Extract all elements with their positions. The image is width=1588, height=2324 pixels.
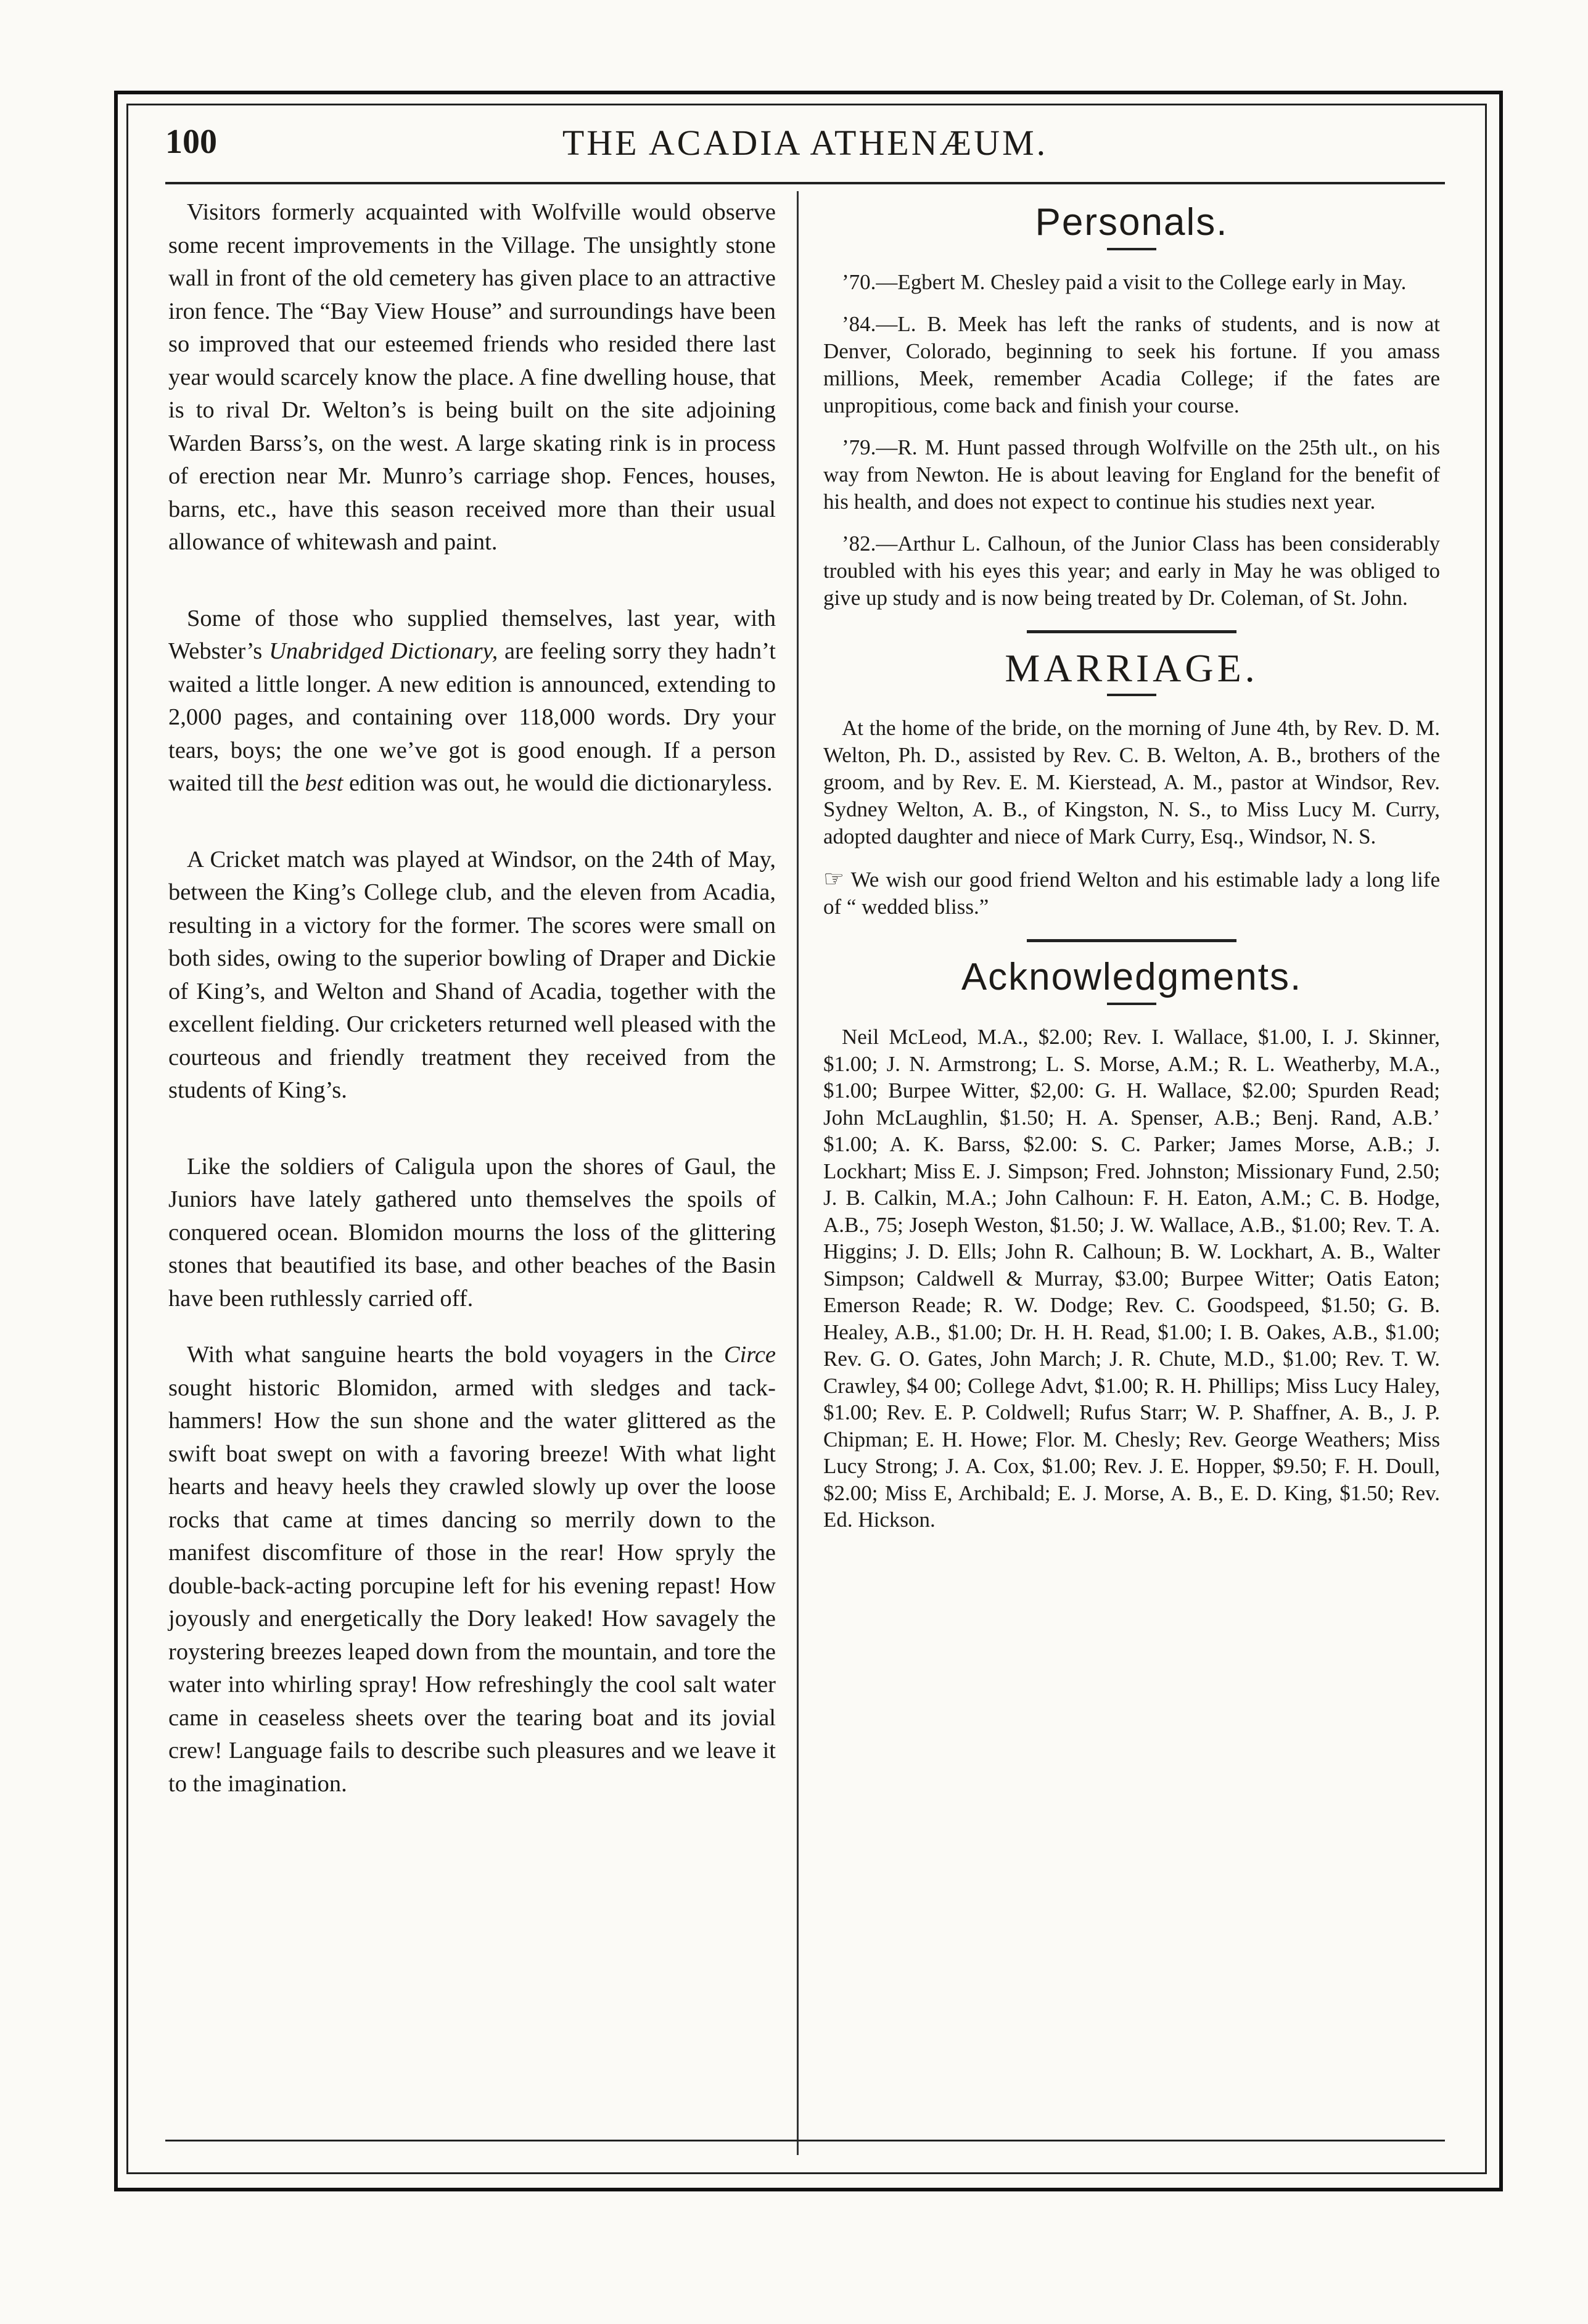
text-run: are feeling sorry they hadn’t waited a little longer. A new edition is announced, extending to 2,000 pages, and containing over 118,000 words. Dry your tears, boys; the one we’ve got is good enough. If a person waited till the [168,638,776,796]
personal-item: ’82.—Arthur L. Calhoun, of the Junior Class has been considerably troubled with his eyes this year; and early in May he was obliged to give up study and is now being treated by Dr. Coleman, of St. John. [823,532,1440,610]
text-run: sought historic Blomidon, armed with sledges and tack-hammers! How the sun shone and the water glittered as the swift boat swept on with a favoring breeze! With what light hearts and heavy heels they crawled slowly up over the loose rocks that came at times dancing so merrily down to the manifest discomfiture of those in the rear! How spryly the double-back-acting porcupine left for his evening repast! How joyously and energetically the Dory leaked! How savagely the roystering breezes leaped down from the mountain, and tore the water into whirling spray! How refreshingly the cool salt water came in ceaseless sheets over the tearing boat and its jovial crew! Language fails to describe such pleasures and we leave it to the imagination. [168,1374,776,1797]
bottom-rule [165,2140,1445,2141]
heading-rule [1107,248,1156,250]
text-run: With what sanguine hearts the bold voyagers in the [187,1342,724,1368]
personal-item: ’79.—R. M. Hunt passed through Wolfville on the 25th ult., on his way from Newton. He is about leaving for England for the benefit of his health, and does not expect to continue his studies next year. [823,435,1440,514]
personal-item: ’70.—Egbert M. Chesley paid a visit to the College early in May. [842,270,1407,294]
text-run: Some of those who supplied themselves, last year, with Webster’s [168,605,776,664]
marriage-heading: MARRIAGE. [1005,646,1259,690]
acknowledgments-list: Neil McLeod, M.A., $2.00; Rev. I. Wallace, $1.00, I. J. Skinner, $1.00; J. N. Armstrong; L. S. Morse, A.M.; R. L. Weatherby, M.A., $1.00; Burpee Witter, $2,00: G. H. Wallace, $2.00; Spurden Read; John McLaughlin, $1.50; H. A. Spenser, A.B.; Benj. Rand, A.B.’ $1.00; A. K. Barss, $2.00: S. C. Parker; James Morse, A.B.; J. Lockhart; Miss E. J. Simpson; Fred. Johnston; Missionary Fund, 2.50; J. B. Calkin, M.A.; John Calhoun: F. H. Eaton, A.M.; C. B. Hodge, A.B., 75; Joseph Weston, $1.50; J. W. Wallace, A.B., $1.00; Rev. T. A. Higgins; J. D. Ells; John R. Calhoun; B. W. Lockhart, A. B., Walter Simpson; Caldwell & Murray, $3.00; Burpee Witter; Oatis Eaton; Emerson Reade; R. W. Dodge; Rev. C. Goodspeed, $1.50; G. B. Healey, A.B., $1.00; Dr. H. H. Read, $1.00; I. B. Oakes, A.B., $1.00; Rev. G. O. Gates, John March; J. R. Chute, M.D., $1.00; Rev. T. W. Crawley, $4 00; College Advt, $1.00; R. H. Phillips; Miss Lucy Haley, $1.00; Rev. E. P. Coldwell; Rufus Starr; W. P. Shaffner, A. B., J. P. Chipman; E. H. Howe; Flor. M. Chesly; Rev. George Weathers; Miss Lucy Strong; J. A. Cox, $1.00; Rev. J. E. Hopper, $9.50; F. H. Doull, $2.00; Miss E, Archibald; E. J. Morse, A. B., E. D. King, $1.50; Rev. Ed. Hickson. [823,1025,1440,1532]
paragraph-juniors-blomidon: Like the soldiers of Caligula upon the shores of Gaul, the Juniors have lately gathered unto themselves the spoils of conquered ocean. Blomidon mourns the loss of the glittering stones that beautified its base, and other beaches of the Basin have been ruthlessly carried off. [168,1153,776,1312]
marriage-wish [823,865,1440,921]
pointing-hand-icon: ☞ [823,865,845,892]
paragraph-voyage [168,1339,776,1800]
heading-rule [1107,694,1156,696]
personals-heading: Personals. [1035,201,1228,244]
paragraph-village-improvements: Visitors formerly acquainted with Wolfville would observe some recent improvements in the Village. The unsightly stone wall in front of the old cemetery has given place to an attractive iron fence. The “Bay View House” and surroundings have been so improved that our esteemed friends who resided there last year would scarcely know the place. A fine dwelling house, that is to rival Dr. Welton’s is being built on the site adjoining Warden Barss’s, on the west. A large skating rink is in process of erection near Mr. Munro’s carriage shop. Fences, houses, barns, etc., have this season received more than their usual allowance of whitewash and paint. [168,199,776,555]
left-column [168,196,776,1824]
page-number: 100 [165,123,217,161]
right-column [823,196,1440,1557]
paragraph-dictionary [168,602,776,800]
section-divider [1027,939,1236,942]
italic-boat-name: Circe [723,1342,776,1368]
marriage-notice: At the home of the bride, on the morning of June 4th, by Rev. D. M. Welton, Ph. D., assisted by Rev. C. B. Welton, A. B., brothers of the groom, and by Rev. E. M. Kierstead, A. M., pastor at Windsor, Rev. Sydney Welton, A. B., of Kingston, N. S., to Miss Lucy M. Curry, adopted daughter and niece of Mark Curry, Esq., Windsor, N. S. [823,716,1440,848]
section-divider [1027,630,1236,633]
heading-rule [1107,1003,1156,1005]
italic-word: best [305,770,344,796]
page-header [165,117,1445,184]
text-run: edition was out, he would die dictionaryless. [343,770,773,796]
journal-title: THE ACADIA ATHENÆUM. [562,123,1048,163]
paragraph-cricket-match: A Cricket match was played at Windsor, on the 24th of May, between the King’s College club, and the eleven from Acadia, resulting in a victory for the former. The scores were small on both sides, owing to the superior bowling of Draper and Dickie of King’s, and Welton and Shand of Acadia, together with the excellent fielding. Our cricketers returned well pleased with the courteous and friendly treatment they received from the students of King’s. [168,846,776,1103]
wish-text: We wish our good friend Welton and his estimable lady a long life of “ wedded bliss.” [823,868,1440,919]
personal-item: ’84.—L. B. Meek has left the ranks of students, and is now at Denver, Colorado, beginning to seek his fortune. If you amass millions, Meek, remember Acadia College; if the fates are unpropitious, come back and finish your course. [823,312,1440,417]
italic-title: Unabridged Dictionary, [269,638,498,664]
column-divider [797,191,799,2155]
acknowledgments-heading: Acknowledgments. [961,956,1302,998]
